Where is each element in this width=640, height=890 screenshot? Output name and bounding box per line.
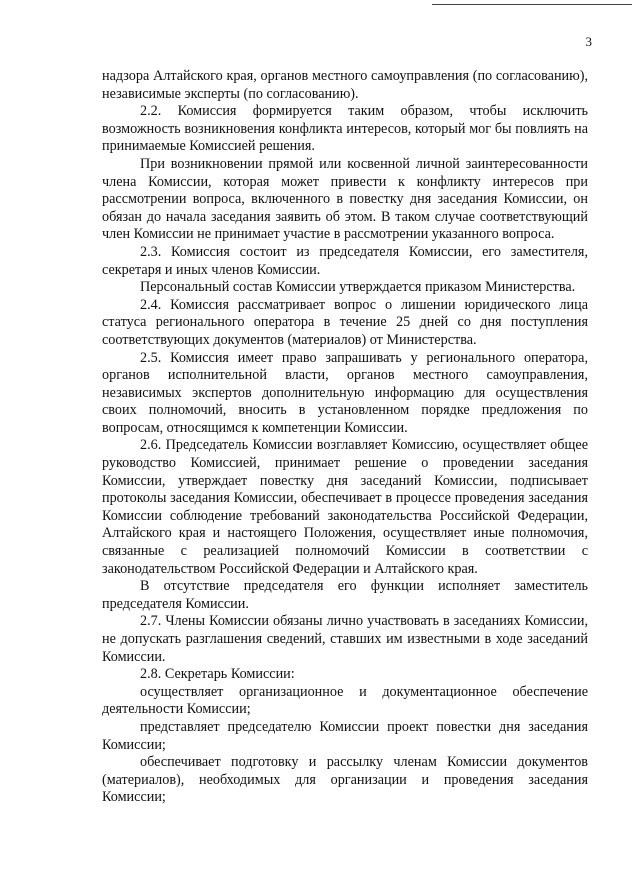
page-number: 3 [585, 34, 592, 49]
paragraph: 2.7. Члены Комиссии обязаны лично участвовать в заседаниях Комиссии, не допускать разглашения сведений, ставших им известными в ходе заседаний Комиссии. [102, 613, 588, 665]
paragraph: надзора Алтайского края, органов местного самоуправления (по согласованию), независимые эксперты (по согласованию). [102, 68, 588, 102]
paragraph: 2.3. Комиссия состоит из председателя Комиссии, его заместителя, секретаря и иных членов Комиссии. [102, 243, 588, 278]
paragraph: обеспечивает подготовку и рассылку членам Комиссии документов (материалов), необходимых для организации и проведения заседания Комиссии; [102, 754, 588, 806]
paragraph: 2.2. Комиссия формируется таким образом, чтобы исключить возможность возникновения конфликта интересов, который мог бы повлиять на принимаемые Комиссией решения. [102, 103, 588, 155]
paragraph: 2.6. Председатель Комиссии возглавляет Комиссию, осуществляет общее руководство Комиссией, принимает решение о проведении заседания Комиссии, утверждает повестку дня заседаний Комиссии, подписывает протоколы заседания Комиссии, обеспечивает в процессе проведения заседания Комиссии соблюдение требований законодательства Российской Федерации, Алтайского края и настоящего Положения, осуществляет иные полномочия, связанные с реализацией полномочий Комиссии в соответствии с законодательством Российской Федерации и Алтайского края. [102, 437, 588, 577]
paragraph: В отсутствие председателя его функции исполняет заместитель председателя Комиссии. [102, 578, 588, 612]
paragraph: осуществляет организационное и документационное обеспечение деятельности Комиссии; [102, 683, 588, 718]
paragraph: представляет председателю Комиссии проект повестки дня заседания Комиссии; [102, 718, 588, 753]
header-rule [432, 4, 632, 5]
paragraph: Персональный состав Комиссии утверждается приказом Министерства. [140, 279, 576, 296]
paragraph: 2.4. Комиссия рассматривает вопрос о лишении юридического лица статуса регионального оператора в течение 25 дней со дня поступления соответствующих документов (материалов) от Министерства. [102, 296, 588, 348]
paragraph: При возникновении прямой или косвенной личной заинтересованности члена Комиссии, которая может привести к конфликту интересов при рассмотрении вопроса, включенного в повестку дня заседания Комиссии, он обязан до начала заседания заявить об этом. В таком случае соответствующий член Комиссии не принимает участие в рассмотрении указанного вопроса. [102, 155, 588, 243]
paragraph: 2.5. Комиссия имеет право запрашивать у регионального оператора, органов исполнительной власти, органов местного самоуправления, независимых экспертов дополнительную информацию для осуществления своих полномочий, вносить в установленном порядке предложения по вопросам, относящимся к компетенции Комиссии. [102, 349, 588, 436]
paragraph: 2.8. Секретарь Комиссии: [140, 666, 295, 683]
document-body [102, 68, 588, 807]
